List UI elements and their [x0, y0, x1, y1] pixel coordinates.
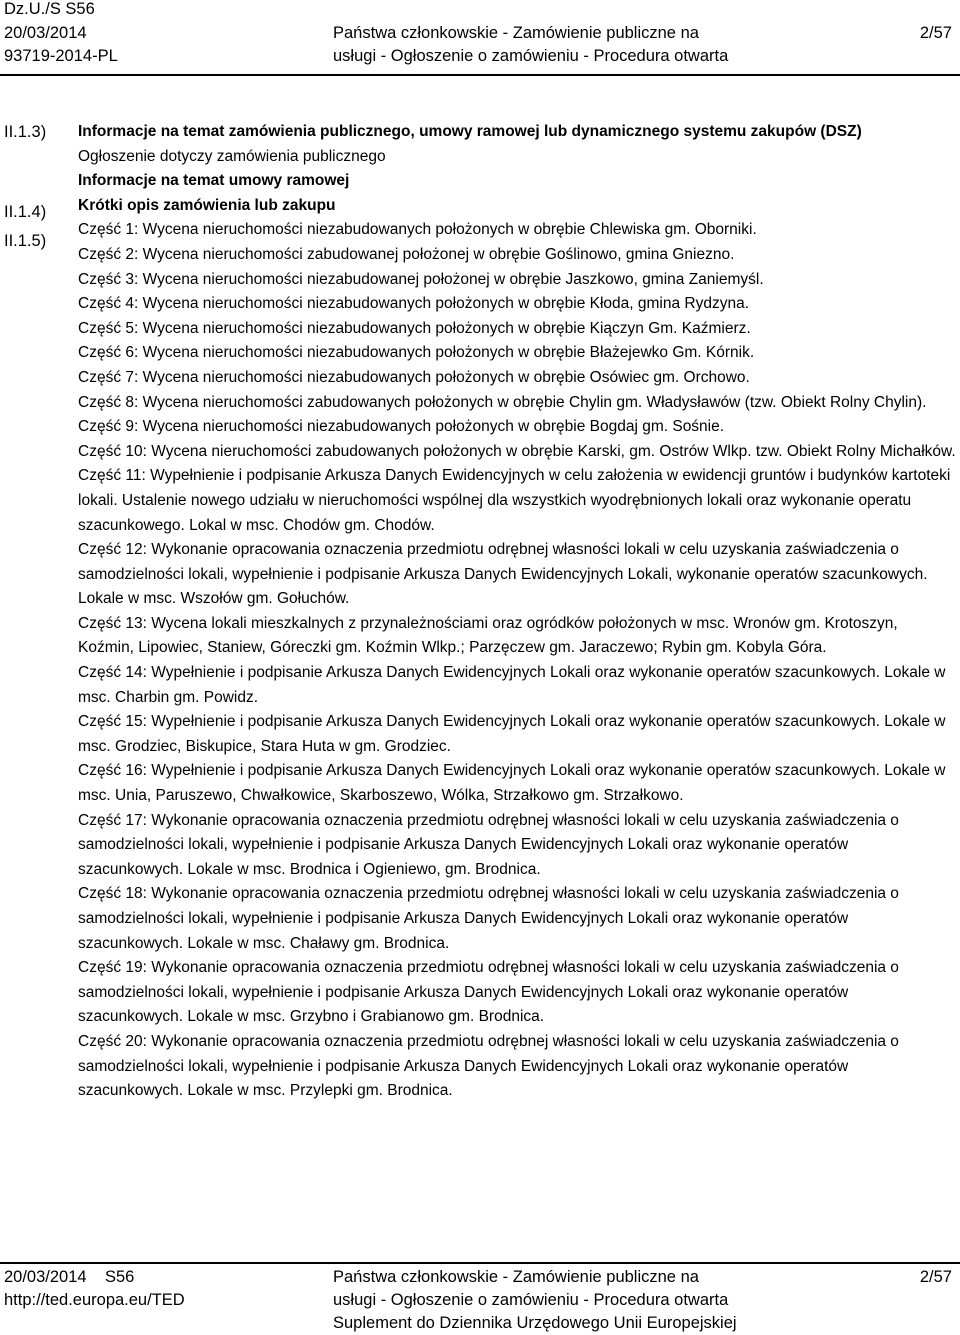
section-heading-short-description: Krótki opis zamówienia lub zakupu — [78, 196, 336, 214]
part-item: Część 13: Wycena lokali mieszkalnych z przynależnościami oraz ogródków położonych w msc. Wronów gm. Krotoszyn, Koźmin, Lipowiec, Staniew, Góreczki gm. Koźmin Wlkp.; Parzęczew gm. Jaraczewo; Rybin gm. Kobyla Góra. — [78, 614, 898, 657]
part-item: Część 18: Wykonanie opracowania oznaczenia przedmiotu odrębnej własności lokali w celu uzyskania zaświadczenia o samodzielności lokali, wypełnienie i podpisanie Arkusza Danych Ewidencyjnych Lokali oraz wykonanie operatów szacunkowych. Lokale w msc. Chaławy gm. Brodnica. — [78, 885, 899, 952]
footer-page-number: 2/57 — [919, 1268, 952, 1286]
part-item: Część 5: Wycena nieruchomości niezabudowanych położonych w obrębie Kiączyn Gm. Kaźmierz. — [78, 319, 751, 337]
journal-reference: Dz.U./S S56 — [4, 0, 95, 18]
document-id: 93719-2014-PL — [4, 47, 118, 65]
part-item: Część 17: Wykonanie opracowania oznaczenia przedmiotu odrębnej własności lokali w celu uzyskania zaświadczenia o samodzielności lokali, wypełnienie i podpisanie Arkusza Danych Ewidencyjnych Lokali oraz wykonanie operatów szacunkowych. Lokale w msc. Brodnica i Ogieniewo, gm. Brodnica. — [78, 811, 899, 878]
part-item: Część 2: Wycena nieruchomości zabudowanej położonej w obrębie Goślinowo, gmina Gniezno. — [78, 245, 735, 263]
footer-title-line1: Państwa członkowskie - Zamówienie publiczne na — [333, 1268, 699, 1286]
footer-title-line3: Suplement do Dziennika Urzędowego Unii Europejskiej — [333, 1314, 737, 1332]
part-item: Część 7: Wycena nieruchomości niezabudowanych położonych w obrębie Osówiec gm. Orchowo. — [78, 368, 750, 386]
part-item: Część 1: Wycena nieruchomości niezabudowanych położonych w obrębie Chlewiska gm. Oborniki. — [78, 221, 757, 239]
header-date: 20/03/2014 — [4, 24, 87, 42]
part-item: Część 3: Wycena nieruchomości niezabudowanej położonej w obrębie Jaszkowo, gmina Zaniemyśl. — [78, 270, 764, 288]
header-divider — [0, 74, 960, 76]
part-item: Część 16: Wypełnienie i podpisanie Arkusza Danych Ewidencyjnych Lokali oraz wykonanie operatów szacunkowych. Lokale w msc. Unia, Paruszewo, Chwałkowice, Skarboszewo, Wólka, Strzałkowo gm. Strzałkowo. — [78, 762, 946, 805]
part-item: Część 4: Wycena nieruchomości niezabudowanych położonych w obrębie Kłoda, gmina Rydzyna. — [78, 295, 750, 313]
footer-url: http://ted.europa.eu/TED — [4, 1291, 185, 1309]
page-footer — [0, 1262, 960, 1334]
section-number-ii-1-5: II.1.5) — [4, 232, 47, 250]
part-item: Część 10: Wycena nieruchomości zabudowanych położonych w obrębie Karski, gm. Ostrów Wlkp. tzw. Obiekt Rolny Michałków. — [78, 442, 956, 460]
part-item: Część 15: Wypełnienie i podpisanie Arkusza Danych Ewidencyjnych Lokali oraz wykonanie operatów szacunkowych. Lokale w msc. Grodziec, Biskupice, Stara Huta w gm. Grodziec. — [78, 713, 946, 755]
header-title-line2: usługi - Ogłoszenie o zamówieniu - Procedura otwarta — [333, 47, 729, 65]
section-heading-contract-info: Informacje na temat zamówienia publicznego, umowy ramowej lub dynamicznego systemu zakupów (DSZ) — [78, 123, 862, 140]
part-item: Część 19: Wykonanie opracowania oznaczenia przedmiotu odrębnej własności lokali w celu uzyskania zaświadczenia o samodzielności lokali, wypełnienie i podpisanie Arkusza Danych Ewidencyjnych Lokali oraz wykonanie operatów szacunkowych. Lokale w msc. Grzybno i Grabianowo gm. Brodnica. — [78, 959, 899, 1026]
section-body — [78, 120, 956, 1104]
part-item: Część 8: Wycena nieruchomości zabudowanych położonych w obrębie Chylin gm. Władysławów (tzw. Obiekt Rolny Chylin). — [78, 393, 927, 411]
section-number-ii-1-4: II.1.4) — [4, 203, 47, 221]
part-item: Część 9: Wycena nieruchomości niezabudowanych położonych w obrębie Bogdaj gm. Sośnie. — [78, 418, 725, 436]
part-item: Część 14: Wypełnienie i podpisanie Arkusza Danych Ewidencyjnych Lokali oraz wykonanie operatów szacunkowych. Lokale w msc. Charbin gm. Powidz. — [78, 664, 946, 706]
part-item: Część 12: Wykonanie opracowania oznaczenia przedmiotu odrębnej własności lokali w celu uzyskania zaświadczenia o samodzielności lokali, wypełnienie i podpisanie Arkusza Danych Ewidencyjnych Lokali, wykonanie operatów szacunkowych. Lokale w msc. Wszołów gm. Gołuchów. — [78, 541, 928, 608]
footer-date: 20/03/2014 — [4, 1268, 87, 1286]
header-title-line1: Państwa członkowskie - Zamówienie publiczne na — [333, 24, 699, 42]
part-item: Część 11: Wypełnienie i podpisanie Arkusza Danych Ewidencyjnych w celu założenia w ewidencji gruntów i budynków kartoteki lokali. Ustalenie nowego udziału w nieruchomości wspólnej dla wszystkich wyodrębnionych lokali oraz wykonanie operatu szacunkowego. Lokal w msc. Chodów gm. Chodów. — [78, 467, 951, 534]
header-page-number: 2/57 — [919, 24, 952, 42]
footer-date-series — [4, 1266, 134, 1289]
footer-divider — [0, 1262, 960, 1264]
part-item: Część 6: Wycena nieruchomości niezabudowanych położonych w obrębie Błażejewko Gm. Kórnik. — [78, 344, 755, 362]
parts-list — [78, 218, 956, 1103]
section-heading-framework: Informacje na temat umowy ramowej — [78, 172, 350, 190]
page-header — [0, 0, 960, 80]
part-item: Część 20: Wykonanie opracowania oznaczenia przedmiotu odrębnej własności lokali w celu uzyskania zaświadczenia o samodzielności lokali, wypełnienie i podpisanie Arkusza Danych Ewidencyjnych Lokali oraz wykonanie operatów szacunkowych. Lokale w msc. Przylepki gm. Brodnica. — [78, 1032, 899, 1100]
section-number-ii-1-3: II.1.3) — [4, 123, 47, 141]
footer-series: S56 — [104, 1268, 135, 1286]
footer-title-line2: usługi - Ogłoszenie o zamówieniu - Procedura otwarta — [333, 1291, 729, 1309]
section-text-contract-type: Ogłoszenie dotyczy zamówienia publicznego — [78, 147, 386, 165]
